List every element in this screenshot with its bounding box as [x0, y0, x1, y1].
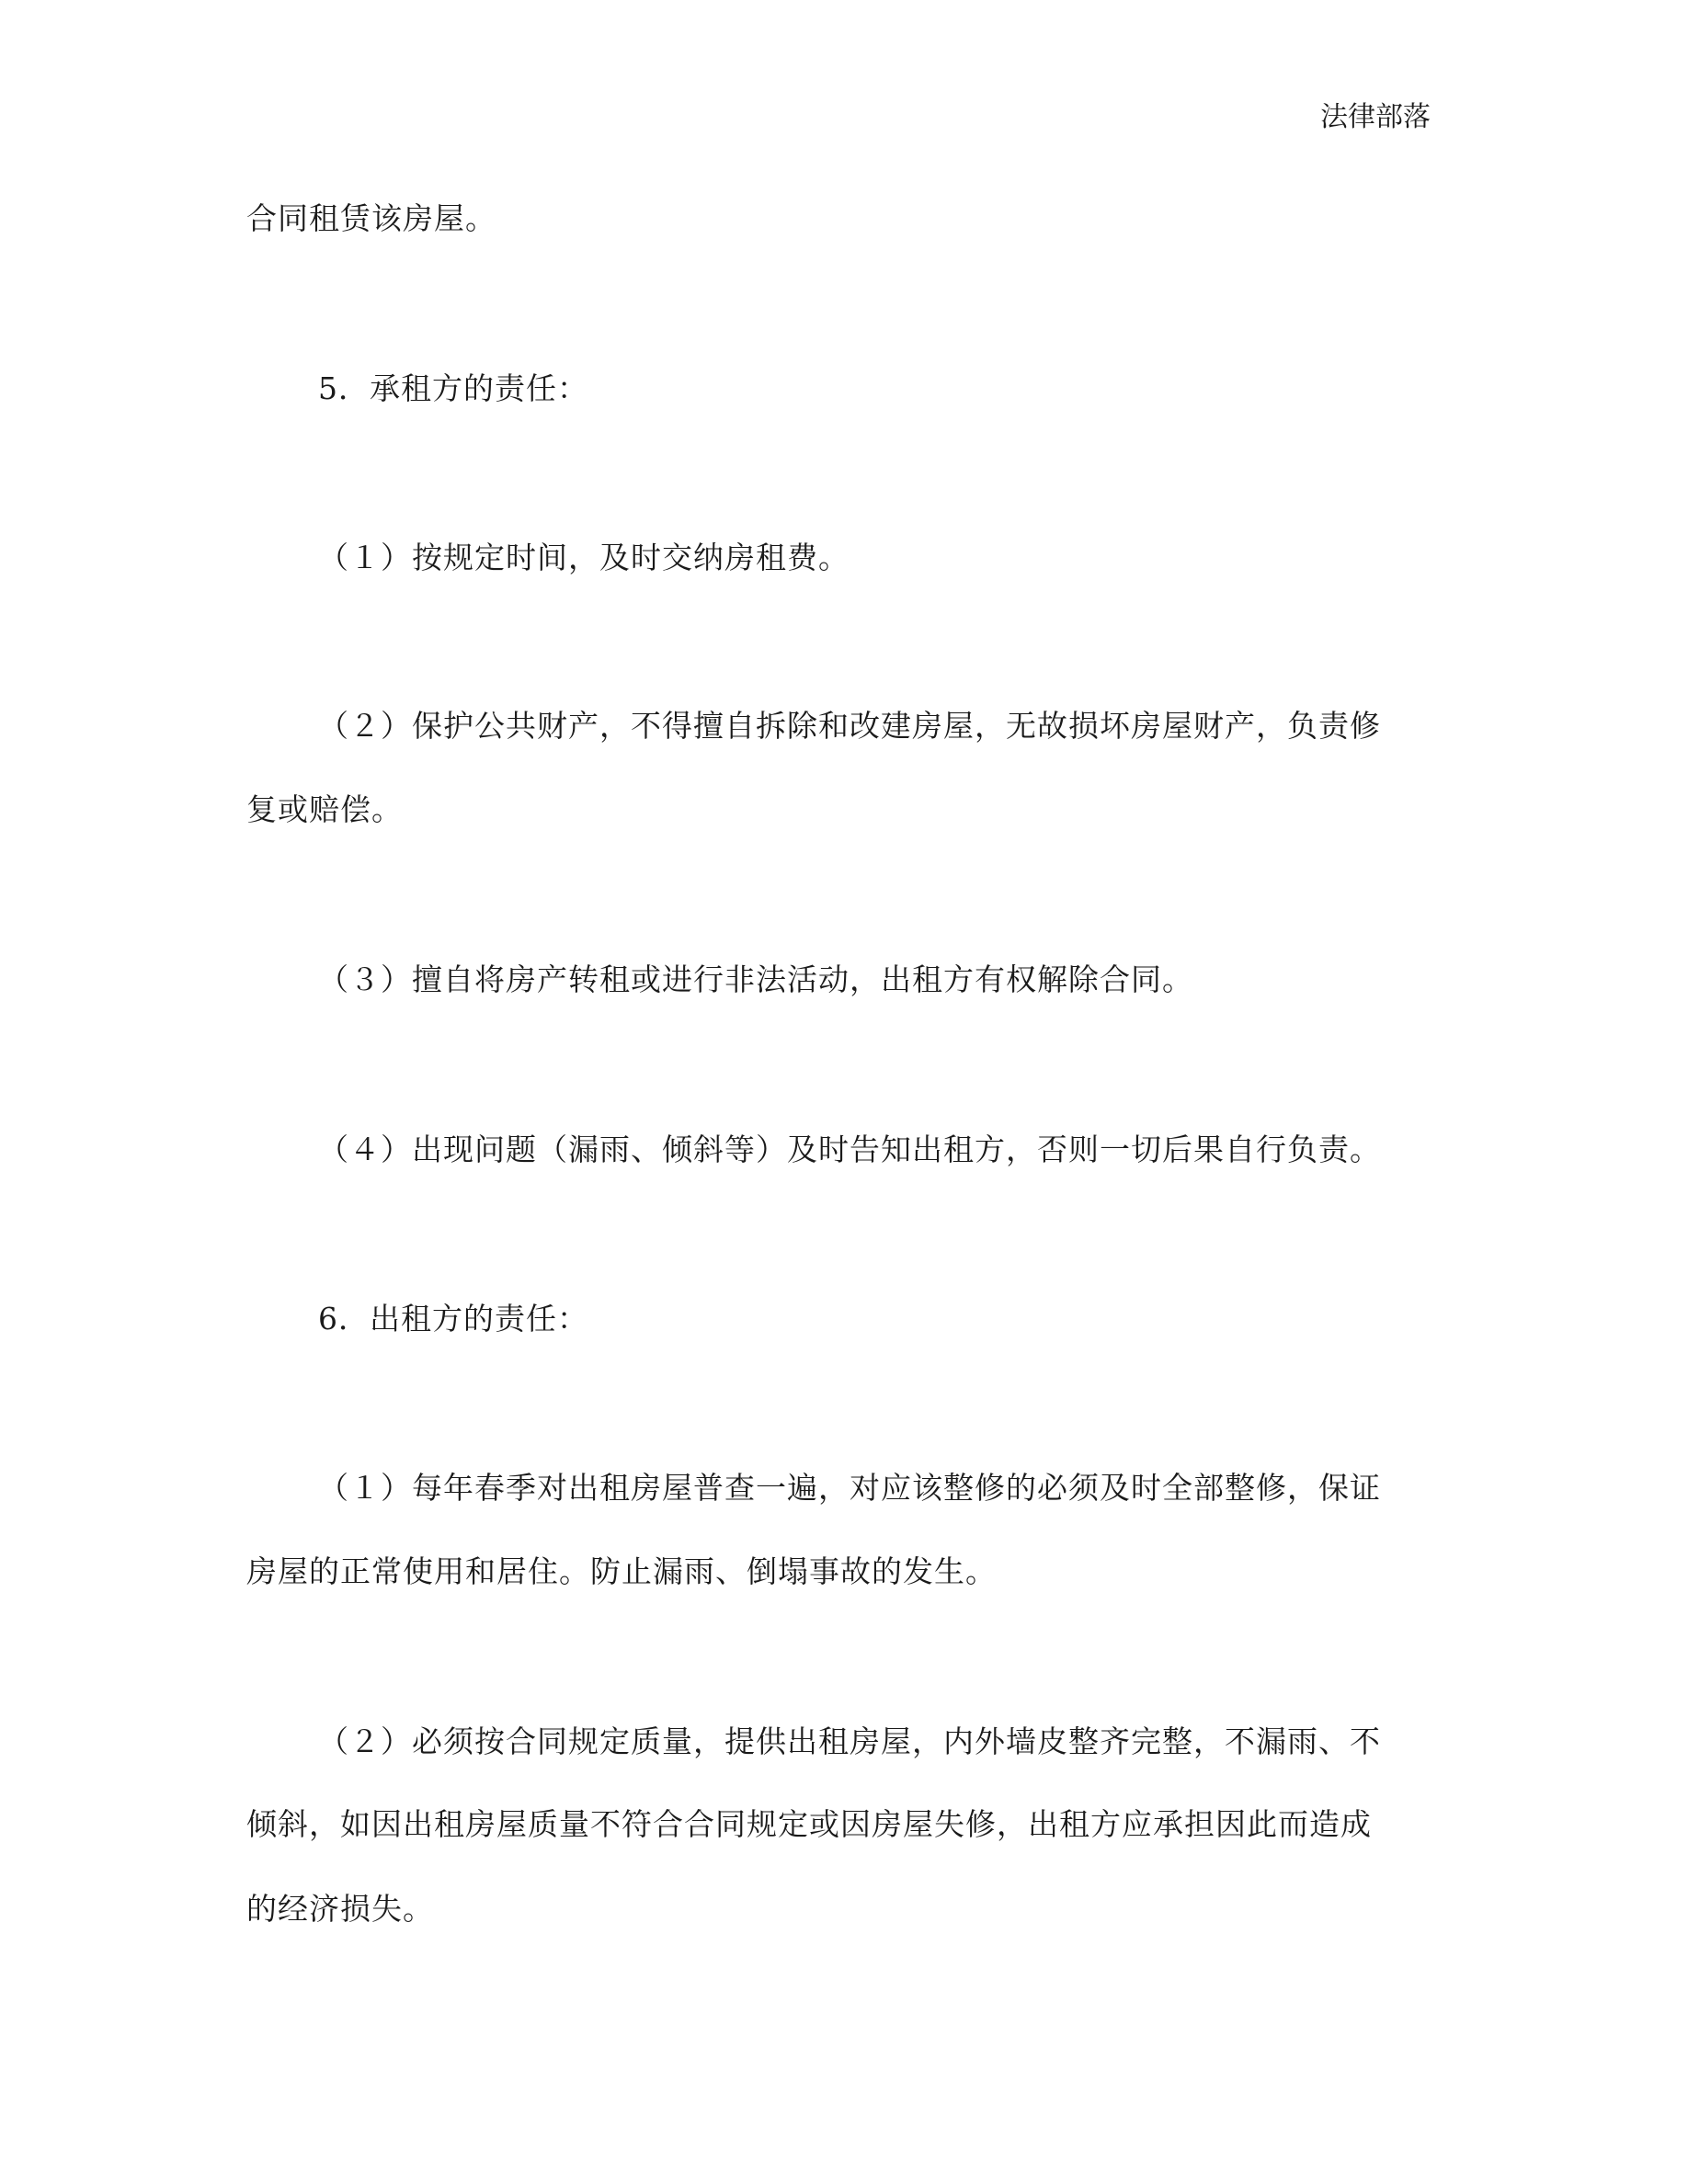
- page-header: 法律部落: [1320, 101, 1431, 133]
- section-heading: 6．出租方的责任：: [318, 1301, 588, 1337]
- paragraph-line: 倾斜，如因出租房屋质量不符合合同规定或因房屋失修，出租方应承担因此而造成: [246, 1806, 1372, 1842]
- section-heading: 5．承租方的责任：: [318, 370, 588, 406]
- paragraph-line: （１）每年春季对出租房屋普查一遍，对应该整修的必须及时全部整修，保证: [318, 1470, 1381, 1506]
- paragraph-line: （１）按规定时间，及时交纳房租费。: [318, 540, 850, 575]
- paragraph-line: （２）必须按合同规定质量，提供出租房屋，内外墙皮整齐完整，不漏雨、不: [318, 1723, 1381, 1759]
- paragraph-line: 房屋的正常使用和居住。防止漏雨、倒塌事故的发生。: [246, 1553, 997, 1589]
- paragraph-line: 合同租赁该房屋。: [246, 200, 496, 236]
- paragraph-line: 的经济损失。: [246, 1891, 434, 1927]
- paragraph-line: （３）擅自将房产转租或进行非法活动，出租方有权解除合同。: [318, 961, 1193, 997]
- paragraph-line: （２）保护公共财产，不得擅自拆除和改建房屋，无故损坏房屋财产，负责修: [318, 708, 1381, 744]
- paragraph-line: 复或赔偿。: [246, 791, 403, 827]
- paragraph-line: （４）出现问题（漏雨、倾斜等）及时告知出租方，否则一切后果自行负责。: [318, 1132, 1381, 1167]
